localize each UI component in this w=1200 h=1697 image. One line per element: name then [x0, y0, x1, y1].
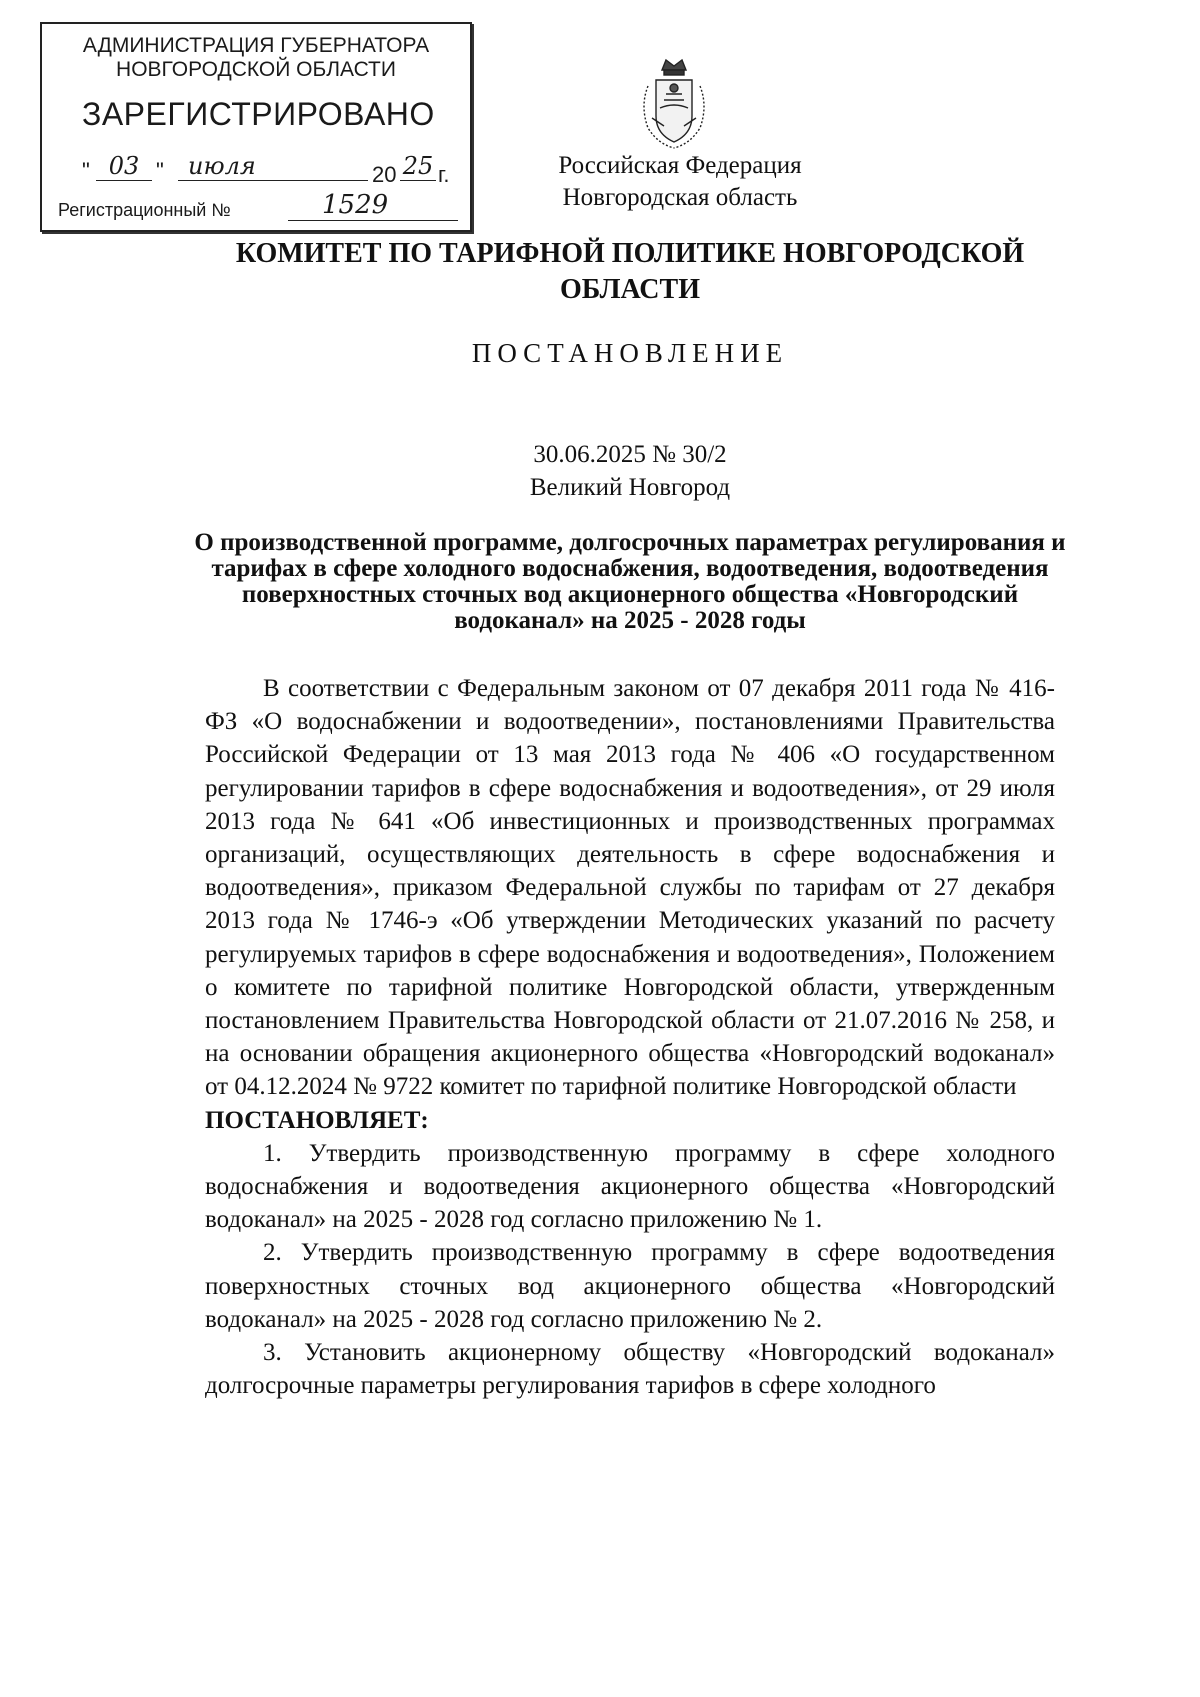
stamp-quote-close: " [156, 158, 164, 183]
header-country: Российская Федерация [558, 152, 802, 179]
stamp-year-suffix: 25 [400, 152, 436, 181]
coat-of-arms-icon [634, 56, 714, 152]
stamp-quote-open: " [82, 158, 90, 183]
stamp-registered: ЗАРЕГИСТРИРОВАНО [82, 96, 435, 132]
document-subject: О производственной программе, долгосрочных параметрах регулирования и тарифах в сфере холодного водоснабжения, водоотведения, водоотведения поверхностных сточных вод акционерного общества «Новгородский водоканал» на 2025 - 2028 годы [194, 529, 1066, 634]
stamp-date [82, 152, 462, 188]
stamp-reg-label: Регистрационный № [58, 200, 231, 220]
stamp-authority-line1: АДМИНИСТРАЦИЯ ГУБЕРНАТОРА [82, 34, 430, 57]
item-1: 1. Утвердить производственную программу в сфере холодного водоснабжения и водоотведения акционерного общества «Новгородский водоканал» на 2025 - 2028 год согласно приложению № 1. [205, 1139, 1055, 1234]
item-2: 2. Утвердить производственную программу в сфере водоотведения поверхностных сточных вод акционерного общества «Новгородский водоканал» на 2025 - 2028 год согласно приложению № 2. [205, 1239, 1055, 1333]
stamp-year-label: г. [438, 162, 450, 187]
committee-title: КОМИТЕТ ПО ТАРИФНОЙ ПОЛИТИКЕ НОВГОРОДСКОЙ ОБЛАСТИ [235, 238, 1025, 305]
stamp-day: 03 [96, 152, 152, 181]
resolves-heading: ПОСТАНОВЛЯЕТ: [205, 1106, 429, 1134]
header-region: Новгородская область [562, 184, 798, 211]
document-body [205, 672, 1055, 1402]
item-3: 3. Установить акционерному обществу «Новгородский водоканал» долгосрочные параметры регулирования тарифов в сфере холодного [205, 1339, 1055, 1400]
document-date-number-block [430, 438, 830, 504]
header-country-region [520, 150, 840, 214]
document-type: ПОСТАНОВЛЕНИЕ [471, 338, 789, 368]
stamp-authority-line2: НОВГОРОДСКОЙ ОБЛАСТИ [116, 58, 396, 81]
stamp-month: июля [178, 152, 368, 181]
registration-stamp [40, 22, 472, 232]
document-date-number: 30.06.2025 № 30/2 [533, 441, 727, 468]
stamp-reg-number-row [58, 190, 389, 221]
stamp-year-prefix: 20 [372, 162, 397, 187]
stamp-reg-number: 1529 [288, 190, 458, 221]
preamble-paragraph: В соответствии с Федеральным законом от 07 декабря 2011 года № 416-ФЗ «О водоснабжении и водоотведении», постановлениями Правительства Российской Федерации от 13 мая 2013 года № 406 «О государственном регулировании тарифов в сфере водоснабжения и водоотведения», от 29 июля 2013 года № 641 «Об инвестиционных и производственных программах организаций, осуществляющих деятельность в сфере водоснабжения и водоотведения», приказом Федеральной службы по тарифам от 27 декабря 2013 года № 1746-э «Об утверждении Методических указаний по расчету регулируемых тарифов в сфере водоснабжения и водоотведения», Положением о комитете по тарифной политике Новгородской области, утвержденным постановлением Правительства Новгородской области от 21.07.2016 № 258, и на основании обращения акционерного общества «Новгородский водоканал» от 04.12.2024 № 9722 комитет по тарифной политике Новгородской области [205, 675, 1055, 1101]
document-city: Великий Новгород [529, 474, 731, 501]
